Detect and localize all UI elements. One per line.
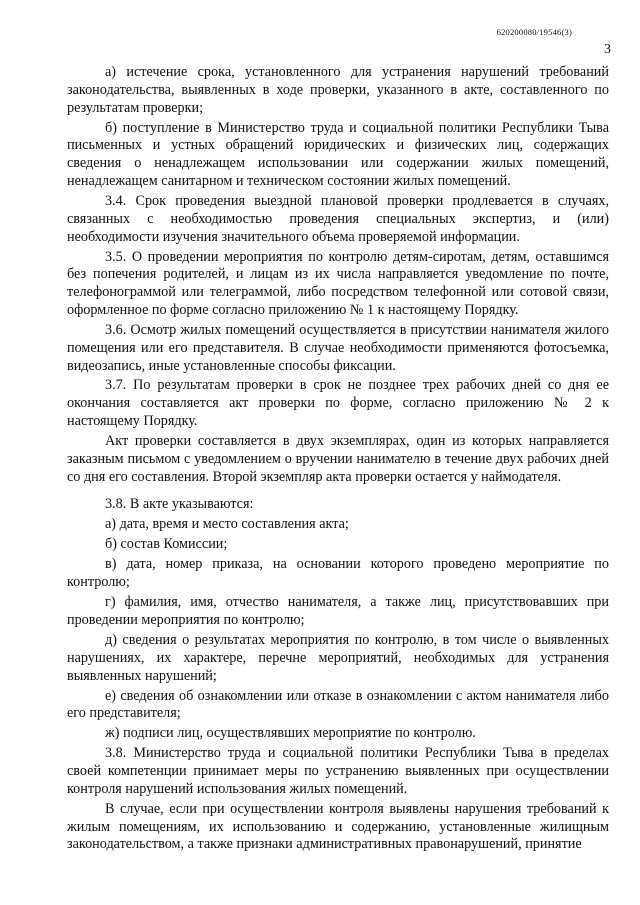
page-number: 3 bbox=[604, 42, 611, 57]
list-item-v: в) дата, номер приказа, на основании которого проведено мероприятие по контролю; bbox=[67, 556, 609, 591]
paragraph-a-deadline: а) истечение срока, установленного для устранения нарушений требований законодательства, выявленных в ходе проверки, указанного в акте, составленного по результатам проверки; bbox=[67, 64, 609, 116]
document-body bbox=[67, 64, 609, 856]
list-item-e: е) сведения об ознакомлении или отказе в ознакомлении с актом нанимателя либо его представителя; bbox=[67, 687, 609, 722]
paragraph-3-6: 3.6. Осмотр жилых помещений осуществляется в присутствии нанимателя жилого помещения или его представителя. В случае необходимости применяются фотосъемка, видеозапись, иные установленные способы фиксации. bbox=[67, 321, 609, 374]
document-id: 620200080/19546(3) bbox=[496, 27, 572, 37]
paragraph-3-5: 3.5. О проведении мероприятия по контролю детям-сиротам, детям, оставшимся без попечения родителей, и лицам из их числа направляется уведомление по почте, телефонограммой или телеграммой, либо посредством телефонной или сотовой связи, оформленное по форме согласно приложению № 1 к настоящему Порядку. bbox=[67, 248, 609, 318]
paragraph-act-copies: Акт проверки составляется в двух экземплярах, один из которых направляется заказным письмом с уведомлением о вручении нанимателю в течение двух рабочих дней со дня его составления. Второй экземпляр акта проверки остается у наймодателя. bbox=[67, 433, 609, 485]
paragraph-3-8-heading: 3.8. В акте указываются: bbox=[105, 496, 254, 513]
list-item-d: д) сведения о результатах мероприятия по контролю, в том числе о выявленных нарушениях, их характере, перечне мероприятий, необходимых для устранения выявленных нарушений; bbox=[67, 631, 609, 684]
list-item-g: г) фамилия, имя, отчество нанимателя, а также лиц, присутствовавших при проведении мероприятия по контролю; bbox=[67, 594, 609, 628]
list-item-a: а) дата, время и место составления акта; bbox=[105, 516, 349, 533]
list-item-b: б) состав Комиссии; bbox=[105, 536, 228, 553]
paragraph-3-8-measures: 3.8. Министерство труда и социальной политики Республики Тыва в пределах своей компетенции принимает меры по устранению выявленных при осуществлении контроля нарушений использования жилых помещений. bbox=[67, 745, 609, 797]
paragraph-3-4: 3.4. Срок проведения выездной плановой проверки продлевается в случаях, связанных с необходимостью проведения специальных экспертиз, и (или) необходимости изучения значительного объема проверяемой информации. bbox=[67, 192, 609, 245]
list-item-zh: ж) подписи лиц, осуществлявших мероприятие по контролю. bbox=[105, 725, 476, 742]
paragraph-b-complaints: б) поступление в Министерство труда и социальной политики Республики Тыва письменных и устных обращений юридических и физических лиц, содержащих сведения о ненадлежащем использовании или содержании жилых помещений, ненадлежащем санитарном и техническом состоянии жилых помещений. bbox=[67, 119, 609, 189]
paragraph-3-7: 3.7. По результатам проверки в срок не позднее трех рабочих дней со дня ее окончания составляется акт проверки по форме, согласно приложению № 2 к настоящему Порядку. bbox=[67, 377, 609, 430]
paragraph-violations: В случае, если при осуществлении контроля выявлены нарушения требований к жилым помещениям, их использованию и содержанию, установленные жилищным законодательством, а также признаки административных правонарушений, принятие bbox=[67, 800, 609, 853]
